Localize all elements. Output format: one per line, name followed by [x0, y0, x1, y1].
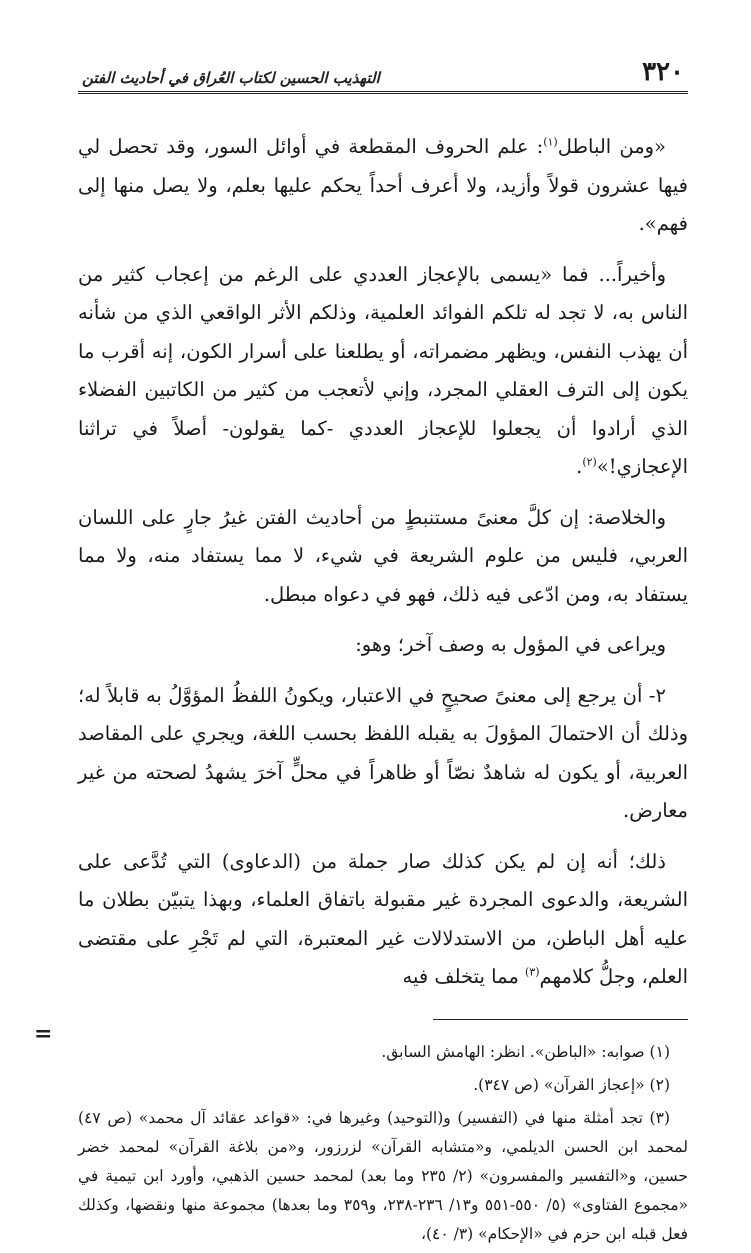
- paragraph: [78, 626, 688, 665]
- paragraph-text: ٢- أن يرجع إلى معنىً صحيحٍ في الاعتبار، ويكونُ اللفظُ المؤوَّلُ به قابلاً له؛ وذلك أن الاحتمالَ المؤولَ به يقبله اللفظ بحسب اللغة، ويجري على المقاصد العربية، أو يكون له شاهدٌ نصّاً أو ظاهراً في محلٍّ آخرَ يشهدُ لصحته من غير معارض.: [78, 683, 688, 822]
- paragraph-text: «ومن الباطل: [557, 135, 666, 158]
- paragraph: [78, 128, 688, 244]
- paragraph: [78, 677, 688, 831]
- footnote: (١) صوابه: «الباطن». انظر: الهامش السابق.: [381, 1042, 670, 1061]
- footnote: (٢) «إعجاز القرآن» (ص ٣٤٧).: [473, 1075, 670, 1094]
- paragraph-text: وأخيراً... فما «يسمى بالإعجاز العددي على الرغم من إعجاب كثير من الناس به، لا تجد له تلكم الفوائد العلمية، وذلكم الأثر الواقعي الذي من شأنه أن يهذب النفس، ويظهر مضمراته، أو يطلعنا على أسرار الكون، إنه أقرب ما يكون إلى الترف العقلي المجرد، وإني لأتعجب من كثير من الكاتبين الفضلاء الذي أرادوا أن يجعلوا للإعجاز العددي -كما يقولون- أصلاً في تراثنا الإعجازي!»: [78, 262, 688, 478]
- paragraph-text: مما يتخلف فيه: [402, 965, 526, 988]
- book-page: [78, 50, 688, 1253]
- running-title: التهذيب الحسين لكتاب العُراق في أحاديث الفتن: [82, 69, 380, 87]
- paragraph: [78, 843, 688, 997]
- footnote-ref: (٢): [582, 455, 597, 469]
- footnotes: [78, 1038, 688, 1249]
- page-number: ٣٢٠: [642, 57, 684, 87]
- paragraph-text: ويراعى في المؤول به وصف آخر؛ وهو:: [355, 633, 666, 656]
- main-text: [78, 128, 688, 997]
- footnote: (٣) تجد أمثلة منها في (التفسير) و(التوحيد) وغيرها في: «قواعد عقائد آل محمد» (ص ٤٧) لمحمد ابن الحسن الديلمي، و«متشابه القرآن» لزرزور، و«من بلاغة القرآن» لمحمد خضر حسين، و«التفسير والمفسرون» (٢/ ٢٣٥ وما بعد) لمحمد حسين الذهبي، وأورد ابن تيمية في «مجموع الفتاوى» (٥/ ٥٥٠-٥٥١ و١٣/ ٢٣٦-٢٣٨، و٣٥٩ وما بعدها) مجموعة منها ونقضها، وكذلك فعل قبله ابن حزم في «الإحكام» (٣/ ٤٠)،: [78, 1108, 689, 1243]
- paragraph: [78, 499, 688, 615]
- paragraph-text: : علم الحروف المقطعة في أوائل السور، وقد تحصل لي فيها عشرون قولاً وأزيد، ولا أعرف أحداً يحكم عليها بعلم، ولا يصل منها إلى فهم».: [78, 135, 688, 235]
- footnote-divider: [433, 1019, 688, 1020]
- continuation-mark: =: [34, 1021, 53, 1047]
- paragraph-text: ذلك؛ أنه إن لم يكن كذلك صار جملة من (الدعاوى) التي تُدَّعى على الشريعة، والدعوى المجردة غير مقبولة باتفاق العلماء، وبهذا يتبيّن بطلان ما عليه أهل الباطن، من الاستدلالات غير المعتبرة، التي لم تَجْرِ على مقتضى العلم، وجلُّ كلامهم: [78, 849, 688, 988]
- page-header: [78, 50, 688, 94]
- paragraph-text: والخلاصة: إن كلَّ معنىً مستنبطٍ من أحاديث الفتن غيرُ جارٍ على اللسان العربي، فليس من علوم الشريعة في شيء، لا مما يستفاد منه، ولا مما يستفاد به، ومن ادّعى فيه ذلك، فهو في دعواه مبطل.: [78, 505, 688, 606]
- footnote-ref: (١): [543, 135, 558, 149]
- paragraph: [78, 256, 688, 487]
- footnote-ref: (٣): [525, 965, 540, 979]
- paragraph-text: .: [576, 455, 583, 478]
